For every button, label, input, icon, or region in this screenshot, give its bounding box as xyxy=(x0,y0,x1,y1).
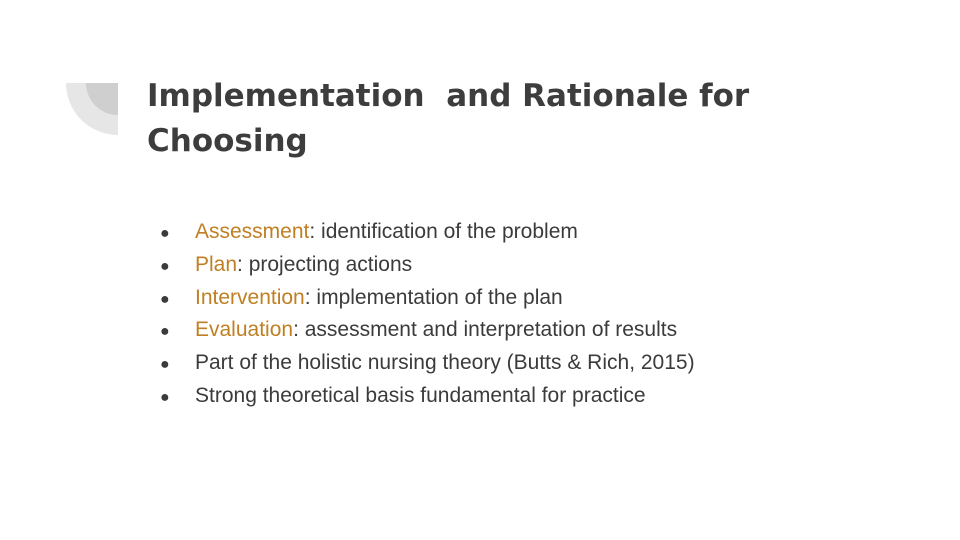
bullet-dot-icon: ● xyxy=(160,290,170,308)
bullet-text: : implementation of the plan xyxy=(304,285,563,309)
corner-arc-decoration xyxy=(0,0,140,160)
bullet-item xyxy=(160,253,695,286)
bullet-dot-icon: ● xyxy=(160,257,170,275)
bullet-term: Evaluation xyxy=(195,318,294,342)
bullet-item xyxy=(160,286,695,319)
bullet-text: Part of the holistic nursing theory (Butts & Rich, 2015) xyxy=(195,351,695,375)
bullet-list xyxy=(160,220,695,417)
bullet-term: Plan xyxy=(195,252,238,276)
bullet-content xyxy=(195,318,677,342)
bullet-dot-icon: ● xyxy=(160,388,170,406)
bullet-content xyxy=(195,286,563,310)
bullet-text: : assessment and interpretation of results xyxy=(293,318,678,342)
bullet-item xyxy=(160,318,695,351)
bullet-item xyxy=(160,384,695,417)
bullet-item xyxy=(160,220,695,253)
bullet-dot-icon: ● xyxy=(160,225,170,242)
bullet-text: Strong theoretical basis fundamental for practice xyxy=(195,383,646,407)
bullet-dot-icon: ● xyxy=(160,356,170,374)
bullet-term: Intervention xyxy=(195,285,305,309)
bullet-content xyxy=(195,220,578,244)
bullet-dot-icon: ● xyxy=(160,323,170,341)
bullet-text: : projecting actions xyxy=(237,252,413,276)
bullet-content xyxy=(195,351,695,375)
slide-title: Implementation and Rationale for Choosing xyxy=(147,78,761,159)
bullet-item xyxy=(160,351,695,384)
bullet-term: Assessment xyxy=(195,220,310,243)
bullet-content xyxy=(195,384,646,408)
bullet-text: : identification of the problem xyxy=(309,220,578,243)
bullet-content xyxy=(195,253,412,277)
